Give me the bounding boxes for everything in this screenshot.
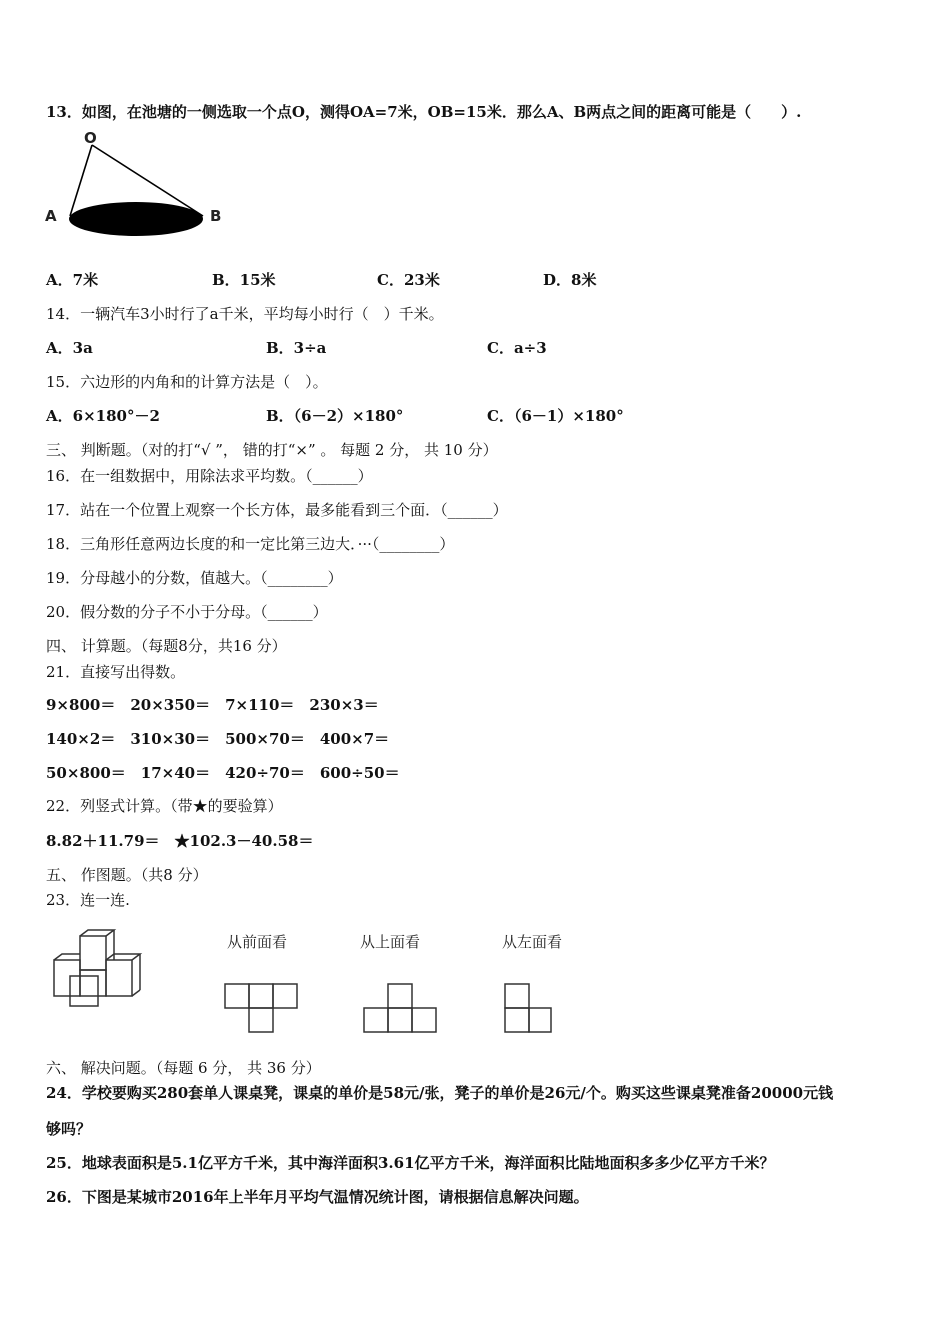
point-b-label: B: [210, 207, 222, 225]
q19-text: 19．分母越小的分数，值越大。（________）: [46, 569, 343, 587]
q14-option-a[interactable]: A．3a: [46, 339, 93, 357]
view-front-label: 从前面看: [227, 933, 288, 951]
left-view-shape: [504, 983, 564, 1035]
section-4-heading: 四、 计算题。（每题8分，共16 分）: [46, 637, 287, 655]
view-top-label: 从上面看: [360, 933, 421, 951]
q17-text: 17．站在一个位置上观察一个长方体，最多能看到三个面．（______）: [46, 501, 508, 519]
q16-text: 16．在一组数据中，用除法求平均数。（______）: [46, 467, 373, 485]
q13-option-b[interactable]: B．15米: [212, 271, 276, 289]
section-6-heading: 六、 解决问题。（每题 6 分， 共 36 分）: [46, 1059, 321, 1077]
q20-text: 20．假分数的分子不小于分母。（______）: [46, 603, 328, 621]
point-a-label: A: [45, 207, 57, 225]
line-oa: [70, 145, 92, 216]
point-o-label: O: [84, 129, 97, 147]
q23-stem: 23．连一连.: [46, 891, 130, 909]
q24-line-2: 够吗？: [46, 1120, 92, 1138]
q21-row-3: 50×800＝ 17×40＝ 420÷70＝ 600÷50＝: [46, 764, 400, 782]
q15-option-b[interactable]: B．（6－2）×180°: [266, 407, 404, 425]
cube-stack-figure: [50, 928, 150, 1008]
q15-stem: 15．六边形的内角和的计算方法是（ ）。: [46, 373, 328, 391]
q14-option-c[interactable]: C．a÷3: [487, 339, 547, 357]
q21-row-2: 140×2＝ 310×30＝ 500×70＝ 400×7＝: [46, 730, 390, 748]
q22-row: 8.82＋11.79＝ ★102.3－40.58＝: [46, 832, 314, 850]
q21-stem: 21．直接写出得数。: [46, 663, 186, 681]
q13-option-a[interactable]: A．7米: [46, 271, 99, 289]
section-5-heading: 五、 作图题。（共8 分）: [46, 866, 208, 884]
q24-line-1: 24．学校要购买280套单人课桌凳，课桌的单价是58元/张，凳子的单价是26元/个。购买这些课桌凳准备20000元钱: [46, 1084, 834, 1102]
pond-shape: [69, 202, 203, 236]
q13-stem: 13．如图，在池塘的一侧选取一个点O，测得OA=7米，OB=15米．那么A、B两点之间的距离可能是（ ）.: [46, 103, 802, 121]
pond-figure: [40, 128, 240, 243]
q15-option-a[interactable]: A．6×180°－2: [46, 407, 160, 425]
q13-option-d[interactable]: D．8米: [543, 271, 597, 289]
q18-text: 18．三角形任意两边长度的和一定比第三边大．···（________）: [46, 535, 455, 553]
top-view-shape: [363, 983, 443, 1035]
q21-row-1: 9×800＝ 20×350＝ 7×110＝ 230×3＝: [46, 696, 379, 714]
q25-text: 25．地球表面积是5.1亿平方千米，其中海洋面积3.61亿平方千米，海洋面积比陆地面积多多少亿平方千米？: [46, 1154, 775, 1172]
view-left-label: 从左面看: [502, 933, 563, 951]
q14-stem: 14．一辆汽车3小时行了a千米，平均每小时行（ ）千米。: [46, 305, 444, 323]
q26-text: 26．下图是某城市2016年上半年月平均气温情况统计图，请根据信息解决问题。: [46, 1188, 589, 1206]
section-3-heading: 三、 判断题。（对的打“√ ”， 错的打“×” 。 每题 2 分， 共 10 分）: [46, 441, 498, 459]
q15-option-c[interactable]: C．（6－1）×180°: [487, 407, 624, 425]
q13-option-c[interactable]: C．23米: [377, 271, 440, 289]
q22-stem: 22．列竖式计算。（带★的要验算）: [46, 797, 283, 815]
q14-option-b[interactable]: B．3÷a: [266, 339, 327, 357]
front-view-shape: [224, 983, 304, 1035]
